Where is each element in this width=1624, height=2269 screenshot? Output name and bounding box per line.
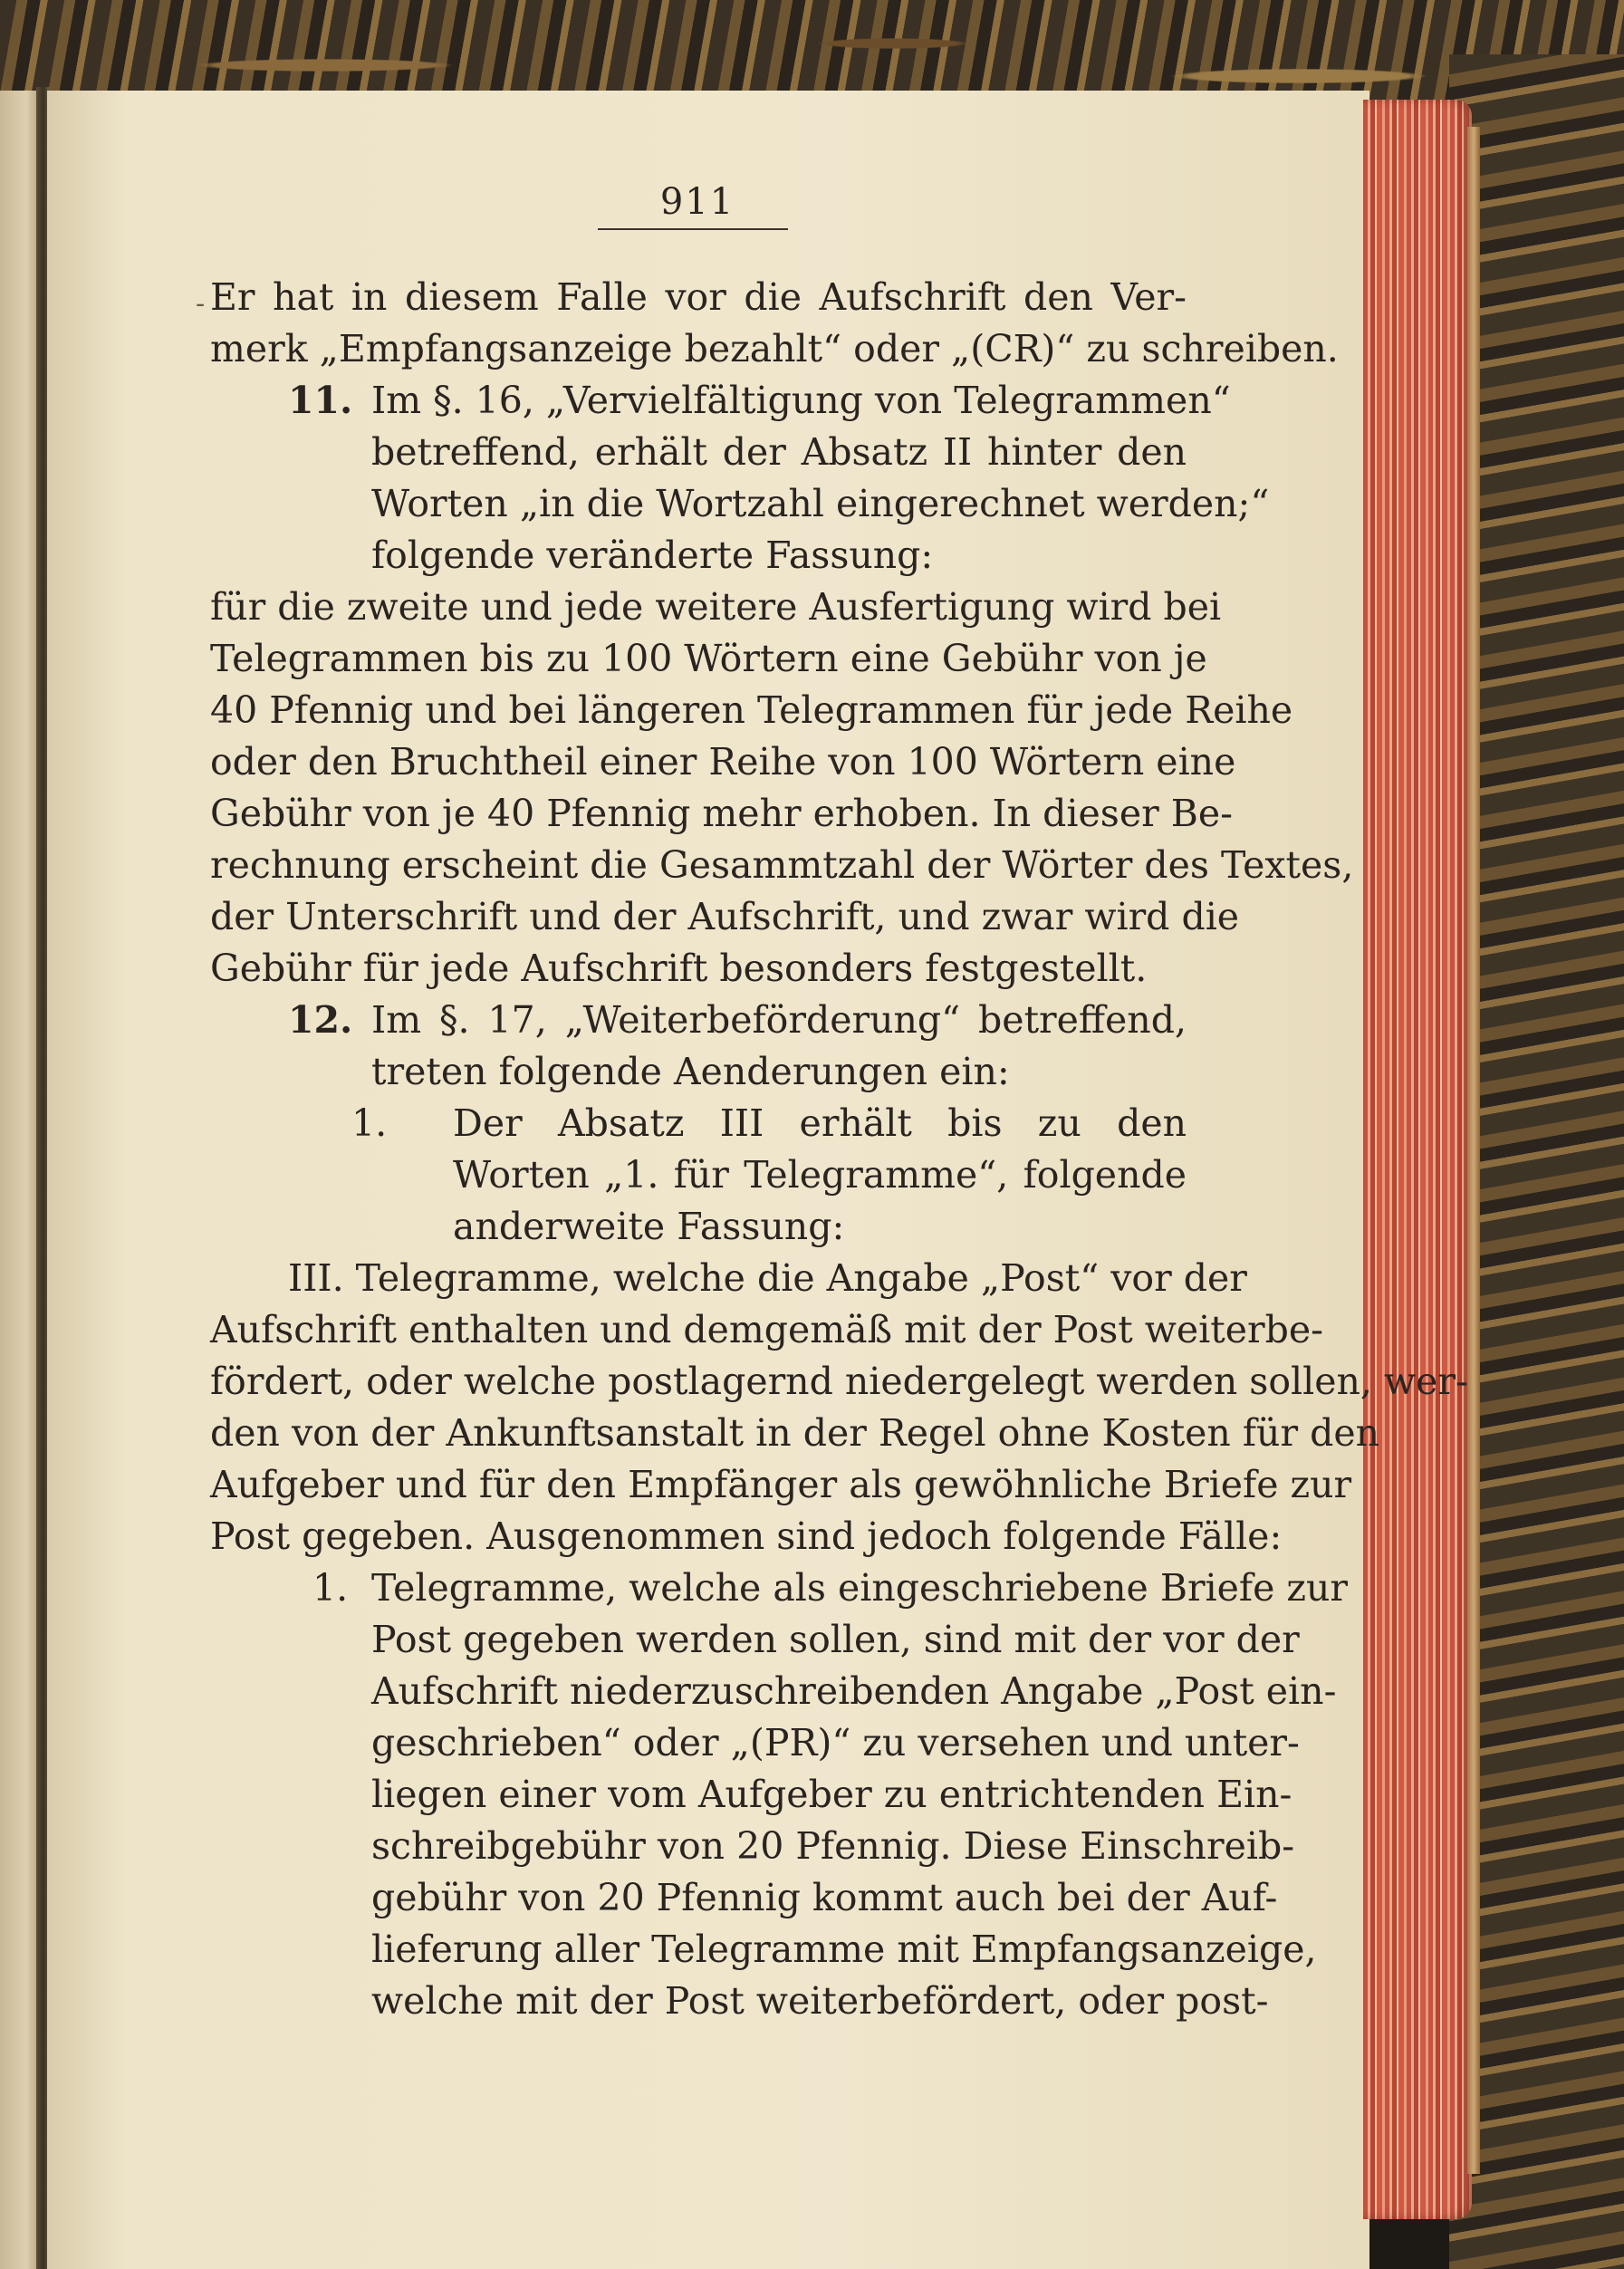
text-line: anderweite Fassung: [453, 1205, 845, 1248]
text-line: Post gegeben. Ausgenommen sind jedoch folgende Fälle: [210, 1514, 1283, 1558]
text-line: Der Absatz III erhält bis zu den [453, 1101, 1187, 1145]
list-number: 1. [312, 1566, 349, 1610]
text-line: geschrieben“ oder „(PR)“ zu versehen und unter- [371, 1721, 1300, 1764]
margin-mark: - [196, 288, 206, 320]
text-line: treten folgende Aenderungen ein: [371, 1050, 1010, 1093]
text-line: liegen einer vom Aufgeber zu entrichtenden Ein- [371, 1773, 1292, 1816]
text-line: Worten „in die Wortzahl eingerechnet werden;“ [371, 482, 1270, 525]
text-line: für die zweite und jede weitere Ausfertigung wird bei [210, 585, 1222, 629]
text-line: 40 Pfennig und bei längeren Telegrammen für jede Reihe [210, 688, 1293, 732]
page-number: 911 [659, 181, 735, 223]
text-line: Aufgeber und für den Empfänger als gewöhnliche Briefe zur [210, 1463, 1352, 1506]
text-line: betreffend, erhält der Absatz II hinter den [371, 430, 1187, 474]
text-line: welche mit der Post weiterbefördert, oder post- [371, 1979, 1269, 2023]
text-line: Worten „1. für Telegramme“, folgende [453, 1153, 1187, 1197]
section-number: 12. [288, 998, 353, 1042]
text-line: rechnung erscheint die Gesammtzahl der Wörter des Textes, [210, 843, 1354, 887]
text-line: Im §. 16, „Vervielfältigung von Telegrammen“ [371, 379, 1231, 422]
text-line: schreibgebühr von 20 Pfennig. Diese Einschreib- [371, 1824, 1295, 1868]
list-number: 1. [351, 1101, 388, 1145]
text-line: Gebühr von je 40 Pfennig mehr erhoben. In dieser Be- [210, 792, 1233, 835]
text-line: folgende veränderte Fassung: [371, 534, 934, 577]
text-line: Post gegeben werden sollen, sind mit der vor der [371, 1618, 1300, 1661]
text-line: Telegramme, welche als eingeschriebene Briefe zur [371, 1566, 1349, 1610]
text-line: Im §. 17, „Weiterbeförderung“ betreffend, [371, 998, 1187, 1042]
text-line: Er hat in diesem Falle vor die Aufschrift den Ver- [210, 275, 1187, 319]
text-line: lieferung aller Telegramme mit Empfangsanzeige, [371, 1928, 1317, 1971]
text-line: Aufschrift enthalten und demgemäß mit der Post weiterbe- [210, 1308, 1323, 1351]
section-number: 11. [288, 379, 353, 422]
text-line: den von der Ankunftsanstalt in der Regel ohne Kosten für den [210, 1411, 1379, 1455]
text-line: der Unterschrift und der Aufschrift, und zwar wird die [210, 895, 1240, 938]
text-line: Aufschrift niederzuschreibenden Angabe „Post ein- [371, 1669, 1337, 1713]
text-line: Gebühr für jede Aufschrift besonders festgestellt. [210, 947, 1148, 990]
text-line: merk „Empfangsanzeige bezahlt“ oder „(CR)“ zu schreiben. [210, 327, 1339, 370]
text-line: fördert, oder welche postlagernd niedergelegt werden sollen, wer- [210, 1360, 1468, 1403]
text-line: gebühr von 20 Pfennig kommt auch bei der Auf- [371, 1876, 1278, 1919]
text-line: oder den Bruchtheil einer Reihe von 100 Wörtern eine [210, 740, 1236, 784]
text-line: Telegrammen bis zu 100 Wörtern eine Gebühr von je [210, 637, 1207, 680]
text-line: III. Telegramme, welche die Angabe „Post“ vor der [288, 1256, 1247, 1300]
